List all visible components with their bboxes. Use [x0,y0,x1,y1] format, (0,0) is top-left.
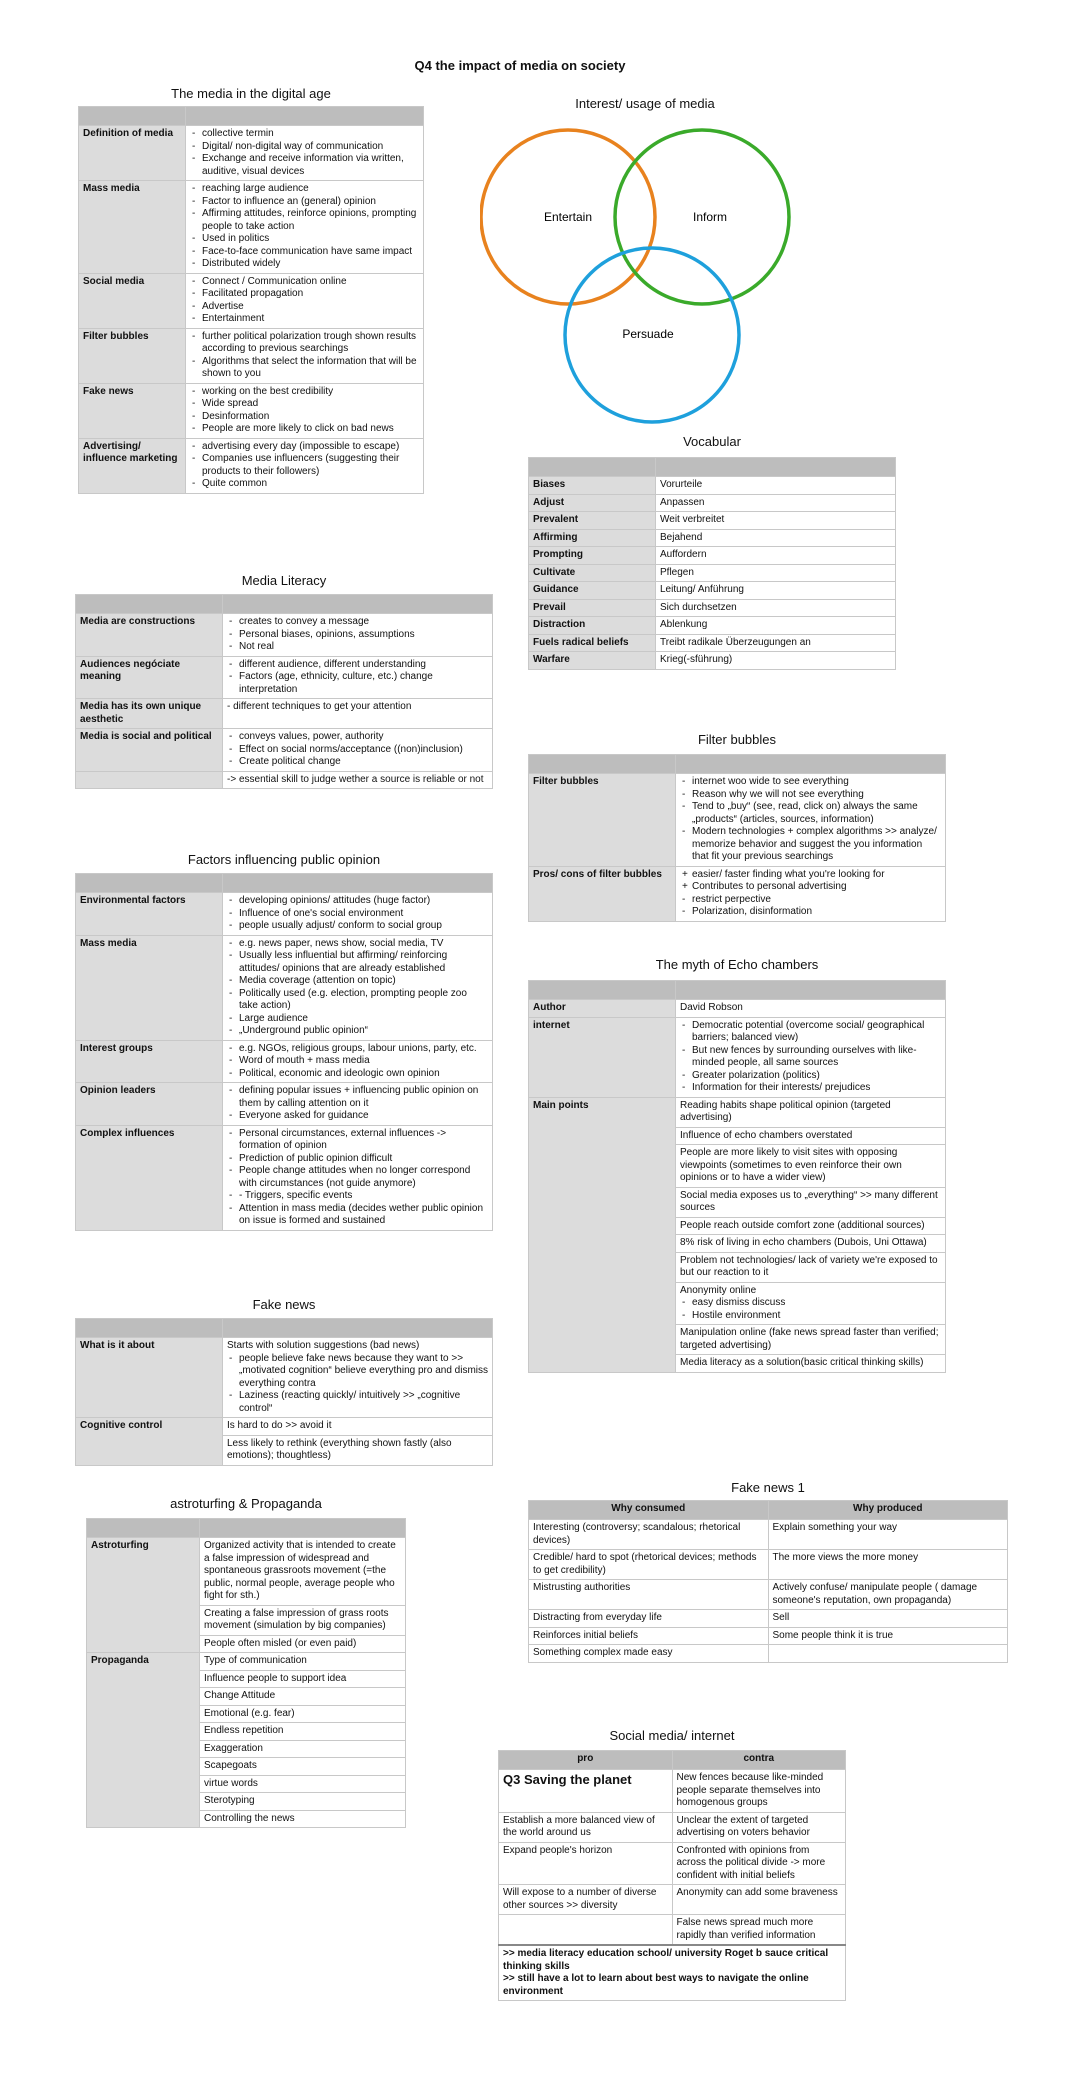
row-value [223,729,493,772]
table-row [76,614,493,657]
table-row [529,1550,1008,1580]
row-key: Mass media [79,181,186,274]
bullet-item: - - Triggers, specific events [239,1190,488,1203]
why-consumed-cell: Reinforces initial beliefs [529,1627,769,1645]
persuade-label: Persuade [622,327,674,341]
fake-news-heading: Fake news [252,1297,316,1312]
row-value [223,893,493,936]
q3-heading: Q3 Saving the planet [503,1772,632,1787]
vocab-translation: Anpassen [656,494,896,512]
vocab-row [529,617,896,635]
table-row [76,1040,493,1083]
venn-heading: Interest/ usage of media [575,96,715,111]
main-point [676,1325,946,1355]
row-key: Environmental factors [76,893,223,936]
venn-diagram [480,120,820,440]
row-value: Creating a false impression of grass roots movement (simulation by big companies) [200,1605,406,1635]
bullet-item: - creates to convey a message [239,616,488,629]
vocab-row [529,547,896,565]
bullet-item: - Tend to „buy“ (see, read, click on) always the same „products“ (articles, sources, information) [692,801,941,826]
bullet-item: - restrict perpective [692,894,941,907]
bullet-item: - developing opinions/ attitudes (huge factor) [239,895,488,908]
row-lead: Starts with solution suggestions (bad news) [227,1340,420,1351]
row-value: Is hard to do >> avoid it [223,1418,493,1436]
bullet-list [227,659,488,697]
row-key [76,771,223,789]
bullet-item: - Used in politics [202,233,419,246]
main-point [676,1252,946,1282]
bullet-item: - Large audience [239,1013,488,1026]
media-literacy-heading: Media Literacy [241,573,327,588]
table-row [529,1645,1008,1663]
main-point [676,1145,946,1188]
vocab-row [529,599,896,617]
vocab-term: Prompting [529,547,656,565]
fake-news-table [75,1318,493,1466]
bullet-item: + easier/ faster finding what you're looking for [692,869,941,882]
bullet-item: - different audience, different understanding [239,659,488,672]
bullet-item: - Not real [239,641,488,654]
vocab-row [529,634,896,652]
row-value: Exaggeration [200,1740,406,1758]
row-key: Filter bubbles [79,328,186,383]
row-key: Opinion leaders [76,1083,223,1126]
bullet-item: - Create political change [239,756,488,769]
bullet-item: - Personal circumstances, external influences -> formation of opinion [239,1128,488,1153]
row-key: What is it about [76,1338,223,1418]
bullet-item: - easy dismiss discuss [692,1297,941,1310]
page-title: Q4 the impact of media on society [414,58,626,73]
table-row [79,328,424,383]
bullet-item: - „Underground public opinion“ [239,1025,488,1038]
bullet-item: - Connect / Communication online [202,276,419,289]
bullet-list [227,1353,488,1416]
fake-news1-heading: Fake news 1 [731,1480,805,1495]
bullet-item: - Word of mouth + mass media [239,1055,488,1068]
why-consumed-cell: Mistrusting authorities [529,1580,769,1610]
main-point [676,1127,946,1145]
row-key: Advertising/ influence marketing [79,438,186,493]
main-point [676,1282,946,1325]
bullet-item: - Personal biases, opinions, assumptions [239,629,488,642]
table-row [87,1653,406,1671]
bullet-item: - Political, economic and ideologic own opinion [239,1068,488,1081]
row-value [223,935,493,1040]
main-point-text: Social media exposes us to „everything“ >> many different sources [680,1189,938,1213]
bullet-item: - Digital/ non-digital way of communication [202,141,419,154]
vocab-translation: Pflegen [656,564,896,582]
bullet-item: - Entertainment [202,313,419,326]
table-row [76,1418,493,1436]
vocab-term: Fuels radical beliefs [529,634,656,652]
vocab-row [529,512,896,530]
bullet-item: - Media coverage (attention on topic) [239,975,488,988]
vocabular-table [528,457,896,670]
why-consumed-cell: Interesting (controversy; scandalous; rhetorical devices) [529,1520,769,1550]
bullet-item: - Affirming attitudes, reinforce opinions, prompting people to take action [202,208,419,233]
pro-cell: Will expose to a number of diverse other sources >> diversity [499,1885,673,1915]
row-key: Media has its own unique aesthetic [76,699,223,729]
bullet-item: - But new fences by surrounding ourselves with like-minded people, all same sources [692,1045,941,1070]
bullet-item: - Effect on social norms/acceptance ((non)inclusion) [239,744,488,757]
bullet-list [227,938,488,1038]
row-key: Propaganda [87,1653,200,1828]
row-value: Change Attitude [200,1688,406,1706]
bullet-item: - people usually adjust/ conform to social group [239,920,488,933]
main-point-text: Reading habits shape political opinion (targeted advertising) [680,1099,891,1123]
table-row [76,935,493,1040]
table-row [529,866,946,921]
table-row [76,656,493,699]
conclusion-2: >> still have a lot to learn about best ways to navigate the online environment [503,1973,809,1997]
main-point-text: Problem not technologies/ lack of variety we're exposed to but our reaction to it [680,1254,938,1278]
bullet-item: - internet woo wide to see everything [692,776,941,789]
bullet-item: - Greater polarization (politics) [692,1070,941,1083]
factors-heading: Factors influencing public opinion [187,852,381,867]
row-value [223,614,493,657]
vocab-term: Affirming [529,529,656,547]
vocab-term: Guidance [529,582,656,600]
row-value [186,328,424,383]
internet-value [676,1017,946,1097]
vocab-row [529,564,896,582]
table-row [529,1610,1008,1628]
pro-cell: Establish a more balanced view of the world around us [499,1812,673,1842]
table-row [76,771,493,789]
plus-list [680,869,941,894]
bullet-list [227,731,488,769]
why-produced-cell: Sell [768,1610,1008,1628]
vocab-row [529,529,896,547]
main-point [676,1097,946,1127]
row-key: Fake news [79,383,186,438]
vocab-row [529,494,896,512]
vocab-row [529,582,896,600]
bullet-item: - Modern technologies + complex algorithms >> analyze/ memorize behavior and suggest the you information that fit your previous searchings [692,826,941,864]
row-value [186,126,424,181]
table-row [529,1520,1008,1550]
bullet-list [190,183,419,271]
main-point-text: Influence of echo chambers overstated [680,1129,853,1141]
row-key: Cognitive control [76,1418,223,1466]
vocab-translation: Auffordern [656,547,896,565]
entertain-label: Entertain [543,210,593,224]
table-row [79,181,424,274]
main-point [676,1355,946,1373]
bullet-list [227,1128,488,1228]
main-point-text: People reach outside comfort zone (additional sources) [680,1219,925,1231]
row-value: Type of communication [200,1653,406,1671]
table-row [499,1945,846,2001]
bullet-list [190,128,419,178]
bullet-item: - Companies use influencers (suggesting their products to their followers) [202,453,419,478]
bullet-list [227,1043,488,1081]
table-row [76,893,493,936]
row-value [223,1083,493,1126]
bullet-list [190,331,419,381]
row-key: Mass media [76,935,223,1040]
table-row [79,126,424,181]
bullet-item: - Democratic potential (overcome social/ geographical barriers; balanced view) [692,1020,941,1045]
bullet-item: - Exchange and receive information via written, auditive, visual devices [202,153,419,178]
bullet-item: - Usually less influential but affirming/ reinforcing attitudes/ opinions that are already established [239,950,488,975]
bullet-item: - conveys values, power, authority [239,731,488,744]
why-consumed-cell: Credible/ hard to spot (rhetorical devices; methods to get credibility) [529,1550,769,1580]
contra-cell: Anonymity can add some braveness [672,1885,846,1915]
row-value: Scapegoats [200,1758,406,1776]
bullet-item: - defining popular issues + influencing public opinion on them by calling attention on it [239,1085,488,1110]
bullet-item: - Face-to-face communication have same impact [202,246,419,259]
bullet-list [190,386,419,436]
bullet-list [680,894,941,919]
row-value [223,1040,493,1083]
vocab-translation: Vorurteile [656,477,896,495]
main-point-text: Media literacy as a solution(basic critical thinking skills) [680,1357,924,1368]
table-row [79,438,424,493]
bullet-item: - e.g. news paper, news show, social media, TV [239,938,488,951]
pro-cell [499,1770,673,1813]
table-row [76,729,493,772]
vocab-row [529,477,896,495]
bullet-item: - People change attitudes when no longer correspond with circumstances (not guide anymore) [239,1165,488,1190]
main-point-text: Anonymity online [680,1284,757,1296]
bullet-item: - Algorithms that select the information that will be shown to you [202,356,419,381]
bullet-list [227,1085,488,1123]
table-row [87,1538,406,1606]
row-key: Interest groups [76,1040,223,1083]
contra-cell: Confronted with opinions from across the political divide -> more confident with initial beliefs [672,1842,846,1885]
table-row [76,1083,493,1126]
row-value [223,1125,493,1230]
table-row [76,699,493,729]
table-row [499,1770,846,1813]
pro-cell [499,1915,673,1946]
vocab-row [529,652,896,670]
table-row [529,1580,1008,1610]
bullet-item: - collective termin [202,128,419,141]
bullet-list [227,616,488,654]
author-value: David Robson [676,1000,946,1018]
row-key: Filter bubbles [529,774,676,867]
row-key: Pros/ cons of filter bubbles [529,866,676,921]
bullet-item: - Laziness (reacting quickly/ intuitively >> „cognitive control“ [239,1390,488,1415]
vocab-translation: Treibt radikale Überzeugungen an [656,634,896,652]
why-produced-cell: The more views the more money [768,1550,1008,1580]
table-row [499,1915,846,1946]
bullet-item: - Factor to influence an (general) opinion [202,196,419,209]
pro-header: pro [499,1751,673,1770]
bullet-item: - working on the best credibility [202,386,419,399]
row-key: Audiences negóciate meaning [76,656,223,699]
bullet-item: - e.g. NGOs, religious groups, labour unions, party, etc. [239,1043,488,1056]
main-point [676,1217,946,1235]
bullet-list [680,1297,941,1322]
row-key: Definition of media [79,126,186,181]
bullet-item: - advertising every day (impossible to escape) [202,441,419,454]
table-row [529,1097,946,1127]
main-point [676,1235,946,1253]
table-row [76,1125,493,1230]
contra-cell: New fences because like-minded people separate themselves into homogenous groups [672,1770,846,1813]
table-row [79,273,424,328]
table-row [79,383,424,438]
vocab-term: Distraction [529,617,656,635]
vocab-term: Prevail [529,599,656,617]
bullet-item: - Hostile environment [692,1310,941,1323]
vocab-translation: Ablenkung [656,617,896,635]
vocab-term: Adjust [529,494,656,512]
contra-cell: False news spread much more rapidly than verified information [672,1915,846,1946]
vocab-term: Warfare [529,652,656,670]
bullet-item: - Everyone asked for guidance [239,1110,488,1123]
row-value [676,774,946,867]
media-literacy-table [75,594,493,789]
bullet-item: - Distributed widely [202,258,419,271]
contra-header: contra [672,1751,846,1770]
row-value [186,438,424,493]
row-key: Astroturfing [87,1538,200,1653]
factors-table [75,873,493,1231]
bullet-list [680,776,941,864]
why-produced-cell: Some people think it is true [768,1627,1008,1645]
social-table [498,1750,846,2001]
bullet-item: - Factors (age, ethnicity, culture, etc.) change interpretation [239,671,488,696]
vocab-term: Biases [529,477,656,495]
row-value: Endless repetition [200,1723,406,1741]
bullet-item: - people believe fake news because they want to >> „motivated cognition“ believe everything pro and dismiss everything contra [239,1353,488,1391]
table-row [499,1812,846,1842]
bullet-item: - Wide spread [202,398,419,411]
echo-table [528,980,946,1373]
bullet-list [190,441,419,491]
main-point-text: 8% risk of living in echo chambers (Dubois, Uni Ottawa) [680,1237,927,1248]
vocab-translation: Leitung/ Anführung [656,582,896,600]
vocab-term: Cultivate [529,564,656,582]
table-row [499,1885,846,1915]
internet-key: internet [529,1017,676,1097]
row-value [186,383,424,438]
bullet-item: - Attention in mass media (decides wether public opinion on issue is formed and sustained [239,1203,488,1228]
row-value: -> essential skill to judge wether a source is reliable or not [223,771,493,789]
echo-heading: The myth of Echo chambers [655,957,819,972]
row-value: - different techniques to get your attention [223,699,493,729]
vocab-translation: Weit verbreitet [656,512,896,530]
bullet-item: - Desinformation [202,411,419,424]
bullet-item: - Facilitated propagation [202,288,419,301]
bullet-item: - Influence of one's social environment [239,908,488,921]
table-row [529,1627,1008,1645]
table-row [76,1338,493,1418]
bullet-item: - Reason why we will not see everything [692,789,941,802]
why-produced-cell: Actively confuse/ manipulate people ( damage someone's reputation, own propaganda) [768,1580,1008,1610]
table-row [529,1000,946,1018]
vocab-term: Prevalent [529,512,656,530]
pro-cell: Expand people's horizon [499,1842,673,1885]
bullet-item: - Quite common [202,478,419,491]
media-digital-table [78,106,424,494]
media-digital-heading: The media in the digital age [171,86,331,101]
bullet-item: - Politically used (e.g. election, prompting people zoo take action) [239,988,488,1013]
conclusion-1: >> media literacy education school/ university Roget b sauce critical thinking skills [503,1948,829,1972]
astroturfing-table [86,1518,406,1828]
vocabular-heading: Vocabular [683,434,741,449]
filter-bubbles-table [528,754,946,922]
bullet-list [227,895,488,933]
table-row [499,1842,846,1885]
row-value [186,181,424,274]
row-key: Media are constructions [76,614,223,657]
why-consumed-cell: Distracting from everyday life [529,1610,769,1628]
row-value [186,273,424,328]
main-point [676,1187,946,1217]
bullet-list [680,1020,941,1095]
social-heading: Social media/ internet [609,1728,735,1743]
main-point-text: Manipulation online (fake news spread faster than verified; targeted advertising) [680,1327,939,1351]
why-produced-header: Why produced [768,1501,1008,1520]
row-value: Emotional (e.g. fear) [200,1705,406,1723]
bullet-item: + Contributes to personal advertising [692,881,941,894]
main-points-key: Main points [529,1097,676,1372]
main-point-text: People are more likely to visit sites with opposing viewpoints (sometimes to even reinforce their own opinions or to have a wider view) [680,1147,902,1183]
vocab-translation: Krieg(-sführung) [656,652,896,670]
author-key: Author [529,1000,676,1018]
bullet-item: - Polarization, disinformation [692,906,941,919]
astroturfing-heading: astroturfing & Propaganda [170,1496,322,1511]
bullet-item: - reaching large audience [202,183,419,196]
bullet-item: - Prediction of public opinion difficult [239,1153,488,1166]
row-value [223,1338,493,1418]
table-row [529,774,946,867]
row-value: Less likely to rethink (everything shown fastly (also emotions); thoughtless) [223,1435,493,1465]
row-key: Complex influences [76,1125,223,1230]
row-value: People often misled (or even paid) [200,1635,406,1653]
why-consumed-cell: Something complex made easy [529,1645,769,1663]
vocab-translation: Bejahend [656,529,896,547]
row-value: Influence people to support idea [200,1670,406,1688]
row-value: Sterotyping [200,1793,406,1811]
vocab-translation: Sich durchsetzen [656,599,896,617]
row-value: Controlling the news [200,1810,406,1828]
why-consumed-header: Why consumed [529,1501,769,1520]
row-value: Organized activity that is intended to create a false impression of widespread and spontaneous grassroots movement (=the public, normal people, average people who fight for sth.) [200,1538,406,1606]
row-key: Social media [79,273,186,328]
bullet-item: - Advertise [202,301,419,314]
inform-label: Inform [692,210,728,224]
row-value [676,866,946,921]
bullet-item: - Information for their interests/ prejudices [692,1082,941,1095]
row-value [223,656,493,699]
fake-news1-table [528,1500,1008,1663]
bullet-item: - further political polarization trough shown results according to previous searchings [202,331,419,356]
filter-bubbles-heading: Filter bubbles [697,732,777,747]
conclusion-cell [499,1945,846,2001]
bullet-list [190,276,419,326]
row-value: virtue words [200,1775,406,1793]
why-produced-cell: Explain something your way [768,1520,1008,1550]
table-row [529,1017,946,1097]
bullet-item: - People are more likely to click on bad news [202,423,419,436]
row-key: Media is social and political [76,729,223,772]
why-produced-cell [768,1645,1008,1663]
contra-cell: Unclear the extent of targeted advertising on voters behavior [672,1812,846,1842]
